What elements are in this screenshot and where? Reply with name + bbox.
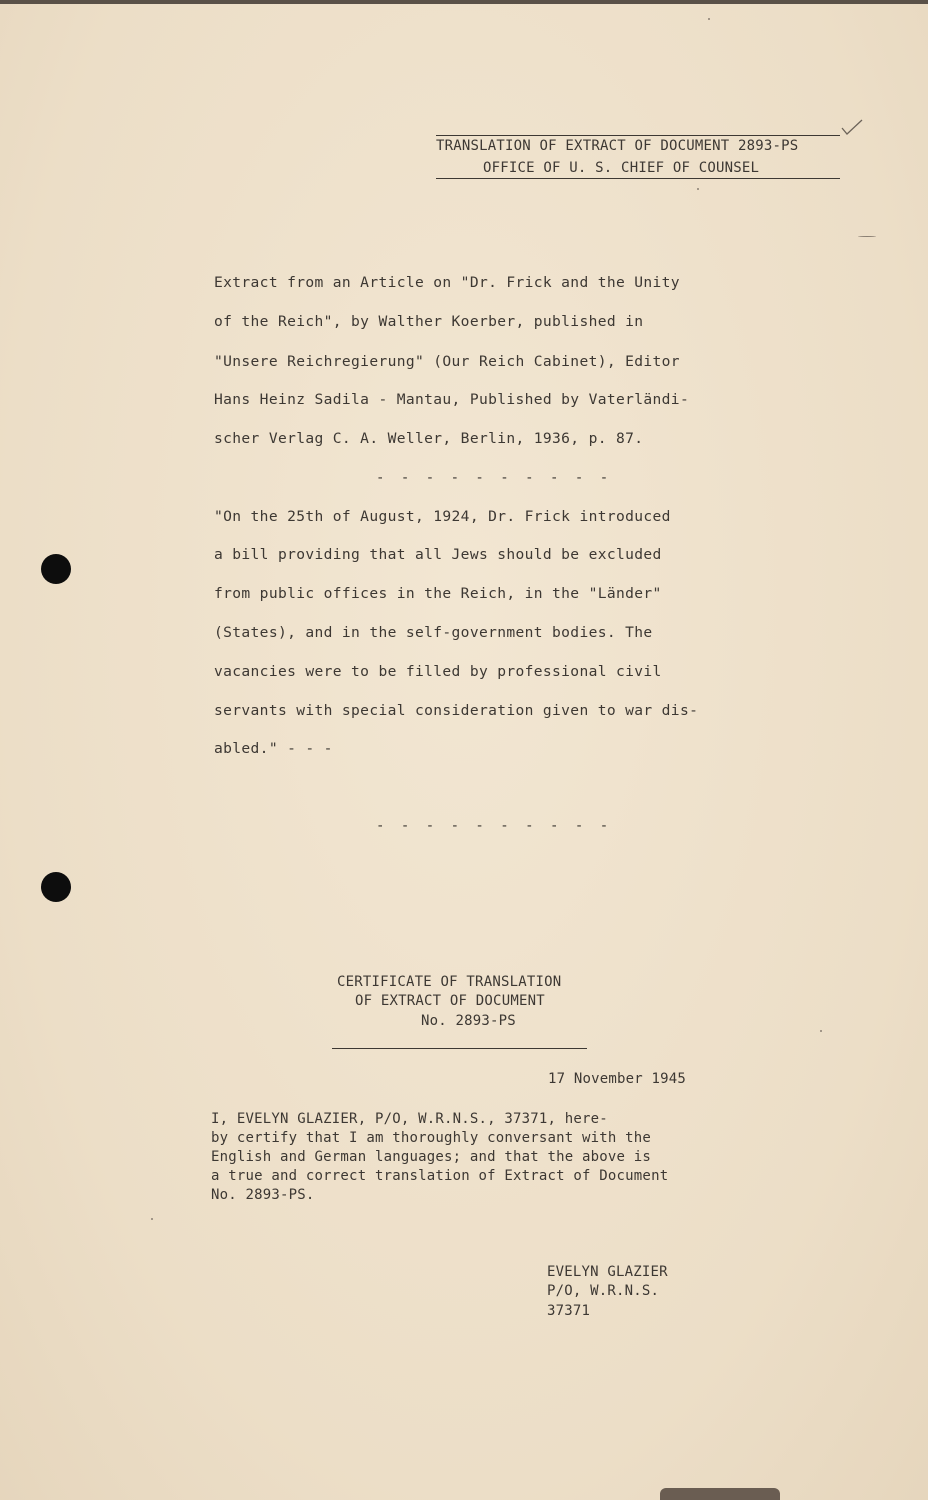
certificate-doc-number: No. 2893-PS	[421, 1013, 516, 1029]
certificate-body-line: No. 2893-PS.	[211, 1187, 315, 1203]
signature-number: 37371	[547, 1303, 591, 1319]
paper-speck	[708, 18, 710, 20]
intro-line: "Unsere Reichregierung" (Our Reich Cabinet), Editor	[214, 353, 680, 370]
quote-line: (States), and in the self-government bodies. The	[214, 624, 653, 641]
certificate-title: CERTIFICATE OF TRANSLATION	[337, 974, 562, 990]
quote-line: servants with special consideration given to war dis-	[214, 702, 699, 719]
quote-line: "On the 25th of August, 1924, Dr. Frick introduced	[214, 508, 671, 525]
paper-speck	[820, 1030, 822, 1032]
punch-hole	[41, 872, 71, 902]
header-bottom-rule	[436, 178, 840, 179]
signature-rank: P/O, W.R.N.S.	[547, 1283, 660, 1299]
separator: - - - - - - - - - -	[376, 818, 613, 834]
intro-line: Extract from an Article on "Dr. Frick and the Unity	[214, 274, 680, 291]
intro-line: scher Verlag C. A. Weller, Berlin, 1936, p. 87.	[214, 430, 644, 447]
signature-name: EVELYN GLAZIER	[547, 1264, 668, 1280]
paper-speck	[858, 236, 876, 237]
header-top-rule	[436, 135, 840, 136]
checkmark-icon	[840, 118, 864, 138]
paper-speck	[697, 188, 699, 190]
quote-line: from public offices in the Reich, in the "Länder"	[214, 585, 662, 602]
certificate-date: 17 November 1945	[548, 1071, 687, 1087]
quote-line: a bill providing that all Jews should be excluded	[214, 546, 662, 563]
certificate-body-line: I, EVELYN GLAZIER, P/O, W.R.N.S., 37371, here-	[211, 1111, 608, 1127]
certificate-title: OF EXTRACT OF DOCUMENT	[355, 993, 545, 1009]
quote-line: vacancies were to be filled by professional civil	[214, 663, 662, 680]
scan-top-edge	[0, 0, 928, 4]
certificate-body-line: English and German languages; and that the above is	[211, 1149, 652, 1165]
paper-speck	[151, 1218, 153, 1220]
header-title: TRANSLATION OF EXTRACT OF DOCUMENT 2893-PS	[436, 138, 799, 154]
certificate-body-line: a true and correct translation of Extract of Document	[211, 1168, 669, 1184]
header-subtitle: OFFICE OF U. S. CHIEF OF COUNSEL	[483, 160, 760, 176]
scan-bottom-edge	[660, 1488, 780, 1500]
quote-line: abled." - - -	[214, 740, 333, 757]
intro-line: of the Reich", by Walther Koerber, published in	[214, 313, 644, 330]
certificate-rule	[332, 1048, 587, 1049]
certificate-body-line: by certify that I am thoroughly conversant with the	[211, 1130, 652, 1146]
punch-hole	[41, 554, 71, 584]
separator: - - - - - - - - - -	[376, 470, 613, 486]
intro-line: Hans Heinz Sadila - Mantau, Published by Vaterländi-	[214, 391, 690, 408]
